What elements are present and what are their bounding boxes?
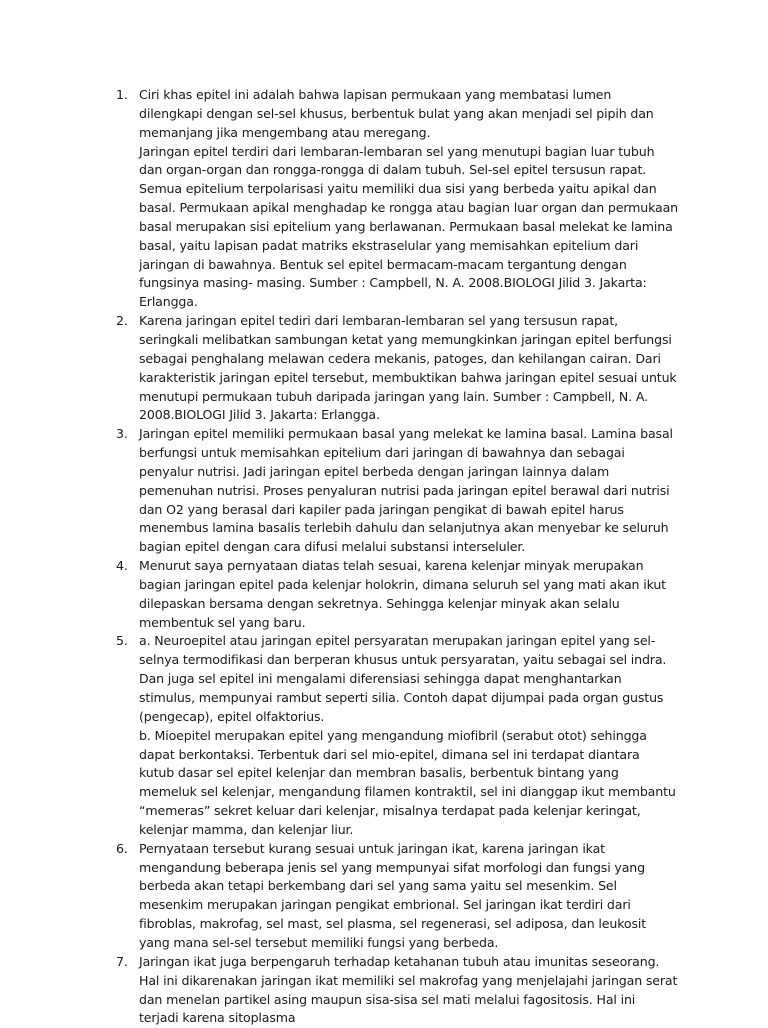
- list-number: 2.: [116, 313, 128, 329]
- paragraph: Menurut saya pernyataan diatas telah sesuai, karena kelenjar minyak merupakan bagian jaringan epitel pada kelenjar holokrin, dimana seluruh sel yang mati akan ikut dilepaskan bersama dengan sekretnya. Sehingga kelenjar minyak akan selalu membentuk sel yang baru.: [139, 558, 666, 630]
- numbered-list: [112, 86, 678, 1028]
- list-number: 7.: [116, 953, 128, 969]
- paragraph: Ciri khas epitel ini adalah bahwa lapisan permukaan yang membatasi lumen dilengkapi dengan sel-sel khusus, berbentuk bulat yang akan menjadi sel pipih dan memanjang jika mengembang atau meregang.: [139, 87, 654, 140]
- list-number: 6.: [116, 840, 128, 856]
- paragraph: Jaringan epitel terdiri dari lembaran-lembaran sel yang menutupi bagian luar tubuh dan organ-organ dan rongga-rongga di dalam tubuh. Sel-sel epitel tersusun rapat. Semua epitelium terpolarisasi yaitu memiliki dua sisi yang berbeda yaitu apikal dan basal. Permukaan apikal menghadap ke rongga atau bagian luar organ dan permukaan basal merupakan sisi epitelium yang berlawanan. Permukaan basal melekat ke lamina basal, yaitu lapisan padat matriks ekstraselular yang memisahkan epitelium dari jaringan di bawahnya. Bentuk sel epitel bermacam-macam tergantung dengan fungsinya masing- masing. Sumber : Campbell, N. A. 2008.BIOLOGI Jilid 3. Jakarta: Erlangga.: [139, 143, 679, 310]
- paragraph: Karena jaringan epitel tediri dari lembaran-lembaran sel yang tersusun rapat, seringkali melibatkan sambungan ketat yang memungkinkan jaringan epitel berfungsi sebagai penghalang melawan cedera mekanis, patoges, dan kehilangan cairan. Dari karakteristik jaringan epitel tersebut, membuktikan bahwa jaringan epitel sesuai untuk menutupi permukaan tubuh daripada jaringan yang lain. Sumber : Campbell, N. A. 2008.BIOLOGI Jilid 3. Jakarta: Erlangga.: [139, 313, 677, 423]
- paragraph: Jaringan epitel memiliki permukaan basal yang melekat ke lamina basal. Lamina basal berfungsi untuk memisahkan epitelium dari jaringan di bawahnya dan sebagai penyalur nutrisi. Jadi jaringan epitel berbeda dengan jaringan lainnya dalam pemenuhan nutrisi. Proses penyaluran nutrisi pada jaringan epitel berawal dari nutrisi dan O2 yang berasal dari kapiler pada jaringan pengikat di bawah epitel harus menembus lamina basalis terlebih dahulu dan selanjutnya akan menyebar ke seluruh bagian epitel dengan cara difusi melalui substansi interseluler.: [139, 426, 673, 555]
- paragraph: b. Mioepitel merupakan epitel yang mengandung miofibril (serabut otot) sehingga dapat berkontaksi. Terbentuk dari sel mio-epitel, dimana sel ini terdapat diantara kutub dasar sel epitel kelenjar dan membran basalis, berbentuk bintang yang memeluk sel kelenjar, mengandung filamen kontraktil, sel ini dianggap ikut membantu “memeras” sekret keluar dari kelenjar, misalnya terdapat pada kelenjar keringat, kelenjar mamma, dan kelenjar liur.: [139, 727, 676, 837]
- list-item-2: [112, 312, 678, 425]
- list-number: 4.: [116, 558, 128, 574]
- paragraph: Jaringan ikat juga berpengaruh terhadap ketahanan tubuh atau imunitas seseorang. Hal ini dikarenakan jaringan ikat memiliki sel makrofag yang menjelajahi jaringan serat dan menelan partikel asing maupun sisa-sisa sel mati melalui fagositosis. Hal ini terjadi karena sitoplasma: [139, 953, 678, 1026]
- paragraph: Pernyataan tersebut kurang sesuai untuk jaringan ikat, karena jaringan ikat mengandung beberapa jenis sel yang mempunyai sifat morfologi dan fungsi yang berbeda akan tetapi berkembang dari sel yang sama yaitu sel mesenkim. Sel mesenkim merupakan jaringan pengikat embrional. Sel jaringan ikat terdiri dari fibroblas, makrofag, sel mast, sel plasma, sel regenerasi, sel adiposa, dan leukosit yang mana sel-sel tersebut memiliki fungsi yang berbeda.: [139, 840, 646, 950]
- list-item-4: [112, 557, 678, 632]
- paragraph: a. Neuroepitel atau jaringan epitel persyaratan merupakan jaringan epitel yang sel- selnya termodifikasi dan berperan khusus untuk persyaratan, yaitu sebagai sel indra. Dan juga sel epitel ini mengalami diferensiasi sehingga dapat menghantarkan stimulus, mempunyai rambut seperti silia. Contoh dapat dijumpai pada organ gustus (pengecap), epitel olfaktorius.: [139, 633, 667, 724]
- list-item-5: [112, 632, 678, 839]
- list-item-1: [112, 86, 678, 312]
- list-number: 5.: [116, 633, 128, 649]
- list-item-7: [112, 953, 678, 1028]
- list-number: 3.: [116, 426, 128, 442]
- list-item-6: [112, 840, 678, 953]
- list-number: 1.: [116, 87, 128, 102]
- list-item-3: [112, 425, 678, 557]
